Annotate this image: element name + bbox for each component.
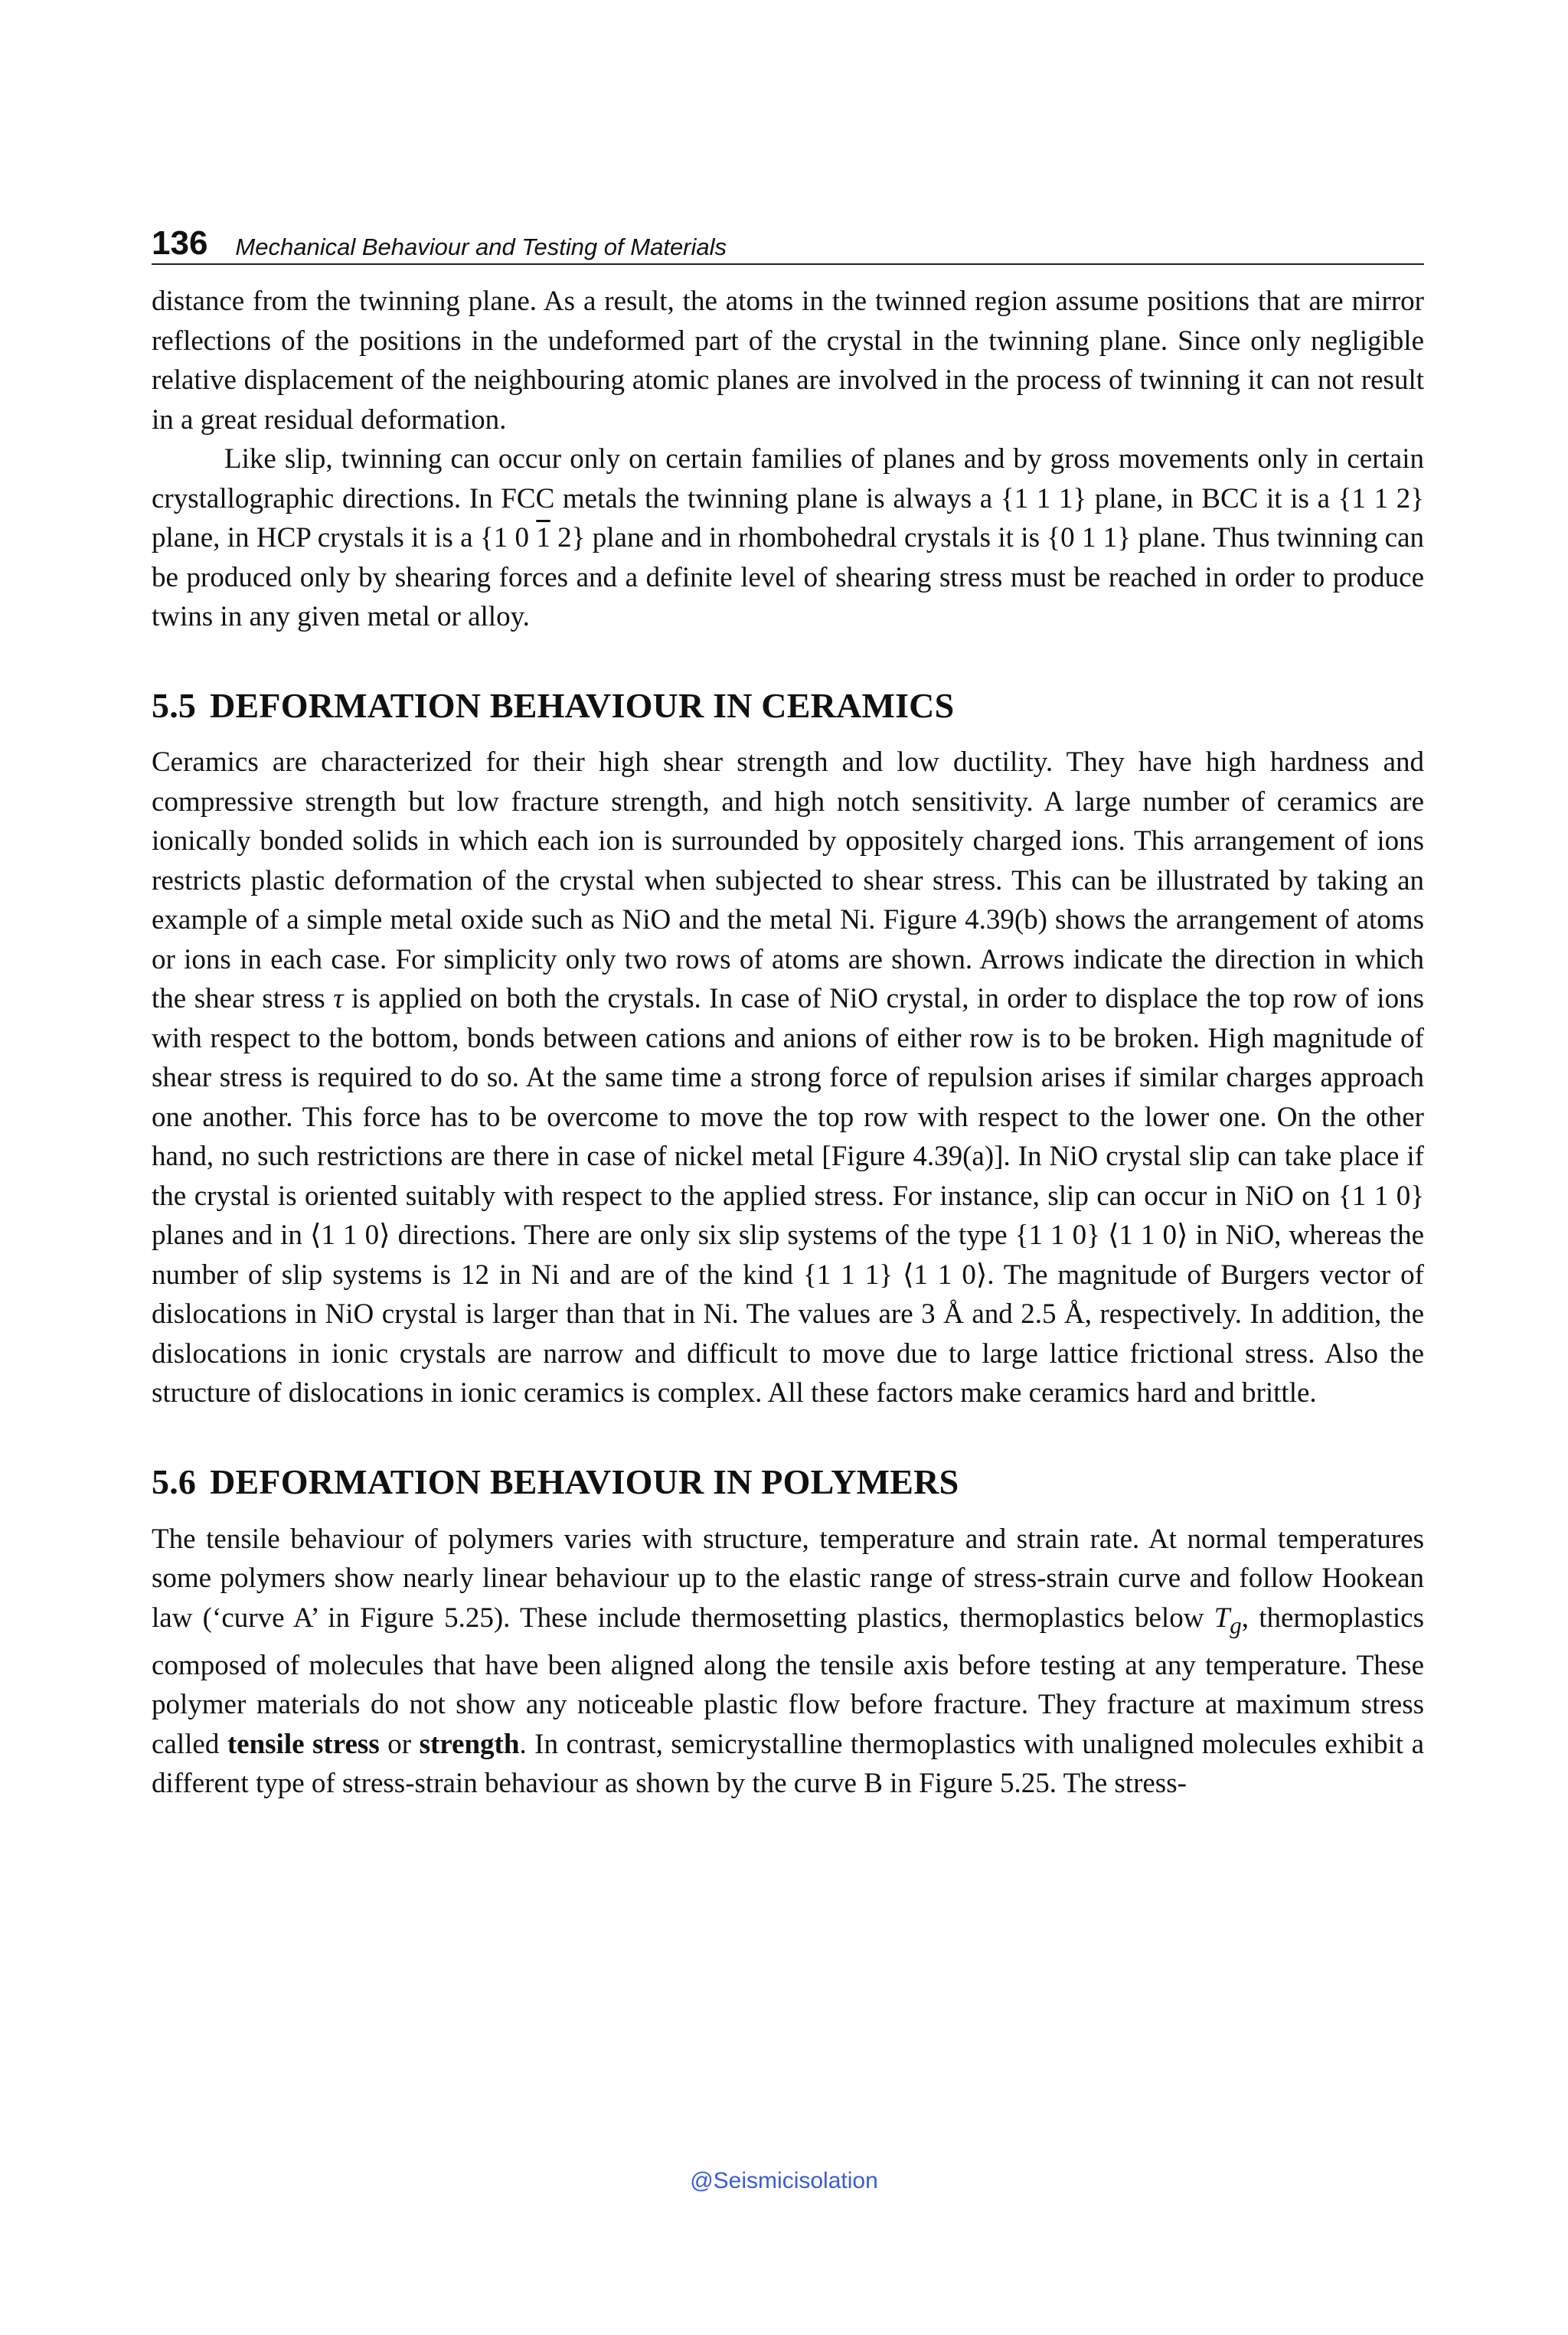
- section-title: DEFORMATION BEHAVIOUR IN CERAMICS: [210, 685, 955, 725]
- paragraph-twinning-planes: [152, 439, 1424, 637]
- page-content: [152, 224, 1425, 1804]
- section-number: 5.5: [152, 685, 197, 725]
- text-run: . In contrast, semicrystalline thermoplastics with unaligned molecules exhibit a different type of stress-strain behaviour as shown by the curve B in Figure 5.25. The stress-: [152, 1728, 1425, 1800]
- section-number: 5.6: [152, 1461, 197, 1501]
- text-run: The tensile behaviour of polymers varies with structure, temperature and strain rate. At normal temperatures some polymers show nearly linear behaviour up to the elastic range of stress-strain curve and follow Hookean law (‘curve A’ in Figure 5.25). These include thermosetting plastics, thermoplastics below: [152, 1523, 1424, 1634]
- footer-watermark: @Seismicisolation: [690, 2168, 878, 2193]
- bold-term-tensile-stress: tensile stress: [227, 1728, 380, 1760]
- bold-term-strength: strength: [419, 1728, 520, 1760]
- text-run: , thermoplastics composed of molecules that have been aligned along the tensile axis before testing at any temperature. These polymer materials do not show any noticeable plastic flow before fracture. They fracture at maximum stress called: [152, 1602, 1424, 1760]
- running-head: [152, 224, 1424, 265]
- section-heading-5-5: [152, 686, 1424, 727]
- paragraph-twinning-continued: distance from the twinning plane. As a result, the atoms in the twinned region assume positions that are mirror reflections of the positions in the undeformed part of the crystal in the twinning plane. Since only negligible relative displacement of the neighbouring atomic planes are involved in the process of twinning it can not result in a great residual deformation.: [152, 286, 1424, 436]
- tg-symbol: [1214, 1602, 1242, 1639]
- section-title: DEFORMATION BEHAVIOUR IN POLYMERS: [210, 1461, 959, 1501]
- text-run: is applied on both the crystals. In case of NiO crystal, in order to displace the top row of ions with respect to the bottom, bonds between cations and anions of either row is to be broken. High magnitude of shear stress is required to do so. At the same time a strong force of repulsion arises if similar charges approach one another. This force has to be overcome to move the top row with respect to the lower one. On the other hand, no such restrictions are there in case of nickel metal [Figure 4.39(a)]. In NiO crystal slip can take place if the crystal is oriented suitably with respect to the applied stress. For instance, slip can occur in NiO on {1 1 0} planes and in ⟨1 1 0⟩ directions. There are only six slip systems of the type {1 1 0} ⟨1 1 0⟩ in NiO, whereas the number of slip systems is 12 in Ni and are of the kind {1 1 1} ⟨1 1 0⟩. The magnitude of Burgers vector of dislocations in NiO crystal is larger than that in Ni. The values are 3 Å and 2.5 Å, respectively. In addition, the dislocations in ionic crystals are narrow and difficult to move due to large lattice frictional stress. Also the structure of dislocations in ionic ceramics is complex. All these factors make ceramics hard and brittle.: [152, 983, 1424, 1409]
- text-run: 2} plane and in rhombohedral crystals it is {0 1 1} plane. Thus twinning can be produced only by shearing forces and a definite level of shearing stress must be reached in order to produce twins in any given metal or alloy.: [152, 522, 1425, 632]
- text-run: Like slip, twinning can occur only on certain families of planes and by gross movements only in certain crystallographic directions. In FCC metals the twinning plane is always a {1 1 1} plane, in BCC it is a {1 1 2} plane, in HCP crystals it is a {1 0: [152, 443, 1424, 554]
- tau-symbol: τ: [333, 983, 344, 1015]
- section-heading-5-6: [152, 1462, 1424, 1503]
- text-run: Ceramics are characterized for their high shear strength and low ductility. They have high hardness and compressive strength but low fracture strength, and high notch sensitivity. A large number of ceramics are ionically bonded solids in which each ion is surrounded by oppositely charged ions. This arrangement of ions restricts plastic deformation of the crystal when subjected to shear stress. This can be illustrated by taking an example of a simple metal oxide such as NiO and the metal Ni. Figure 4.39(b) shows the arrangement of atoms or ions in each case. For simplicity only two rows of atoms are shown. Arrows indicate the direction in which the shear stress: [152, 746, 1424, 1015]
- tg-base: T: [1214, 1602, 1230, 1634]
- page-number: 136: [152, 224, 208, 262]
- tg-subscript: g: [1230, 1612, 1242, 1639]
- paragraph-polymers: [152, 1520, 1424, 1804]
- book-title: Mechanical Behaviour and Testing of Materials: [235, 234, 727, 260]
- text-run: or: [379, 1728, 420, 1760]
- overbar-index: 1: [536, 522, 550, 554]
- paragraph-ceramics: [152, 743, 1424, 1413]
